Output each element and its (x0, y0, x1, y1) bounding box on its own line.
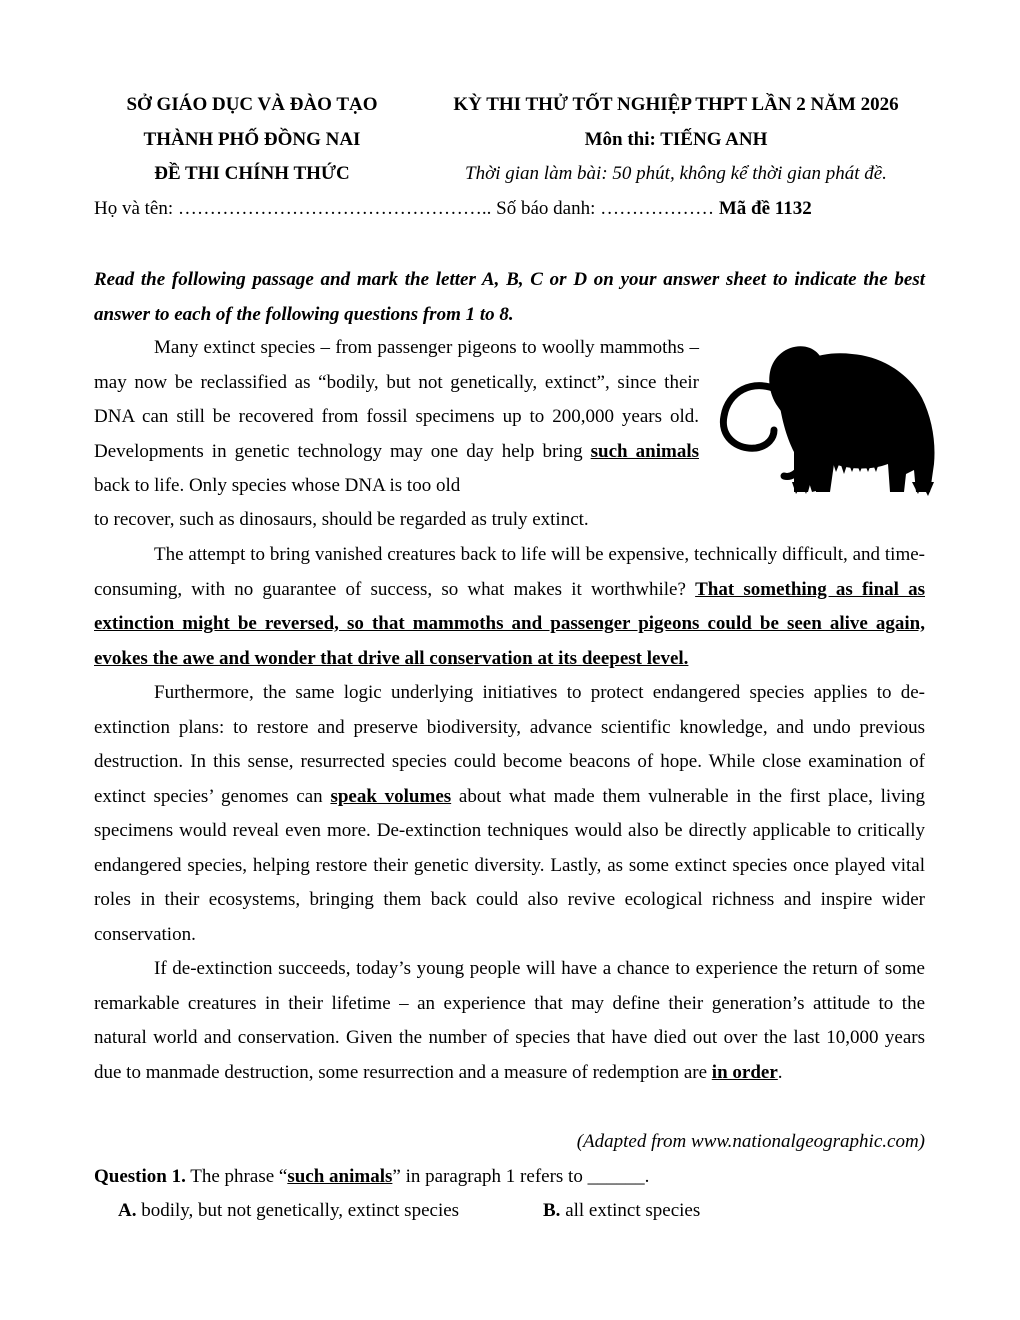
option-b-letter: B. (543, 1200, 561, 1221)
question-1-label: Question 1. (94, 1166, 186, 1187)
paragraph-2-text: The attempt to bring vanished creatures back to life will be expensive, technically difficult, and time-consuming, with no guarantee of success, so what makes it worthwhile? (94, 544, 925, 600)
city-name: THÀNH PHỐ ĐỒNG NAI (143, 129, 361, 150)
reading-instruction: Read the following passage and mark the letter A, B, C or D on your answer sheet to indicate the best answer to each of the following questions from 1 to 8. (94, 269, 925, 325)
option-a-text: bodily, but not genetically, extinct species (136, 1200, 460, 1221)
exam-title: KỲ THI THỬ TỐT NGHIỆP THPT LẦN 2 NĂM 2026 (453, 94, 899, 115)
underlined-phrase-in-order: in order (711, 1061, 778, 1083)
passage-paragraph-3 (94, 676, 925, 952)
official-exam-label: ĐỀ THI CHÍNH THỨC (154, 163, 350, 184)
department-name: SỞ GIÁO DỤC VÀ ĐÀO TẠO (126, 94, 378, 115)
question-1 (94, 1166, 649, 1188)
underlined-phrase-speak-volumes: speak volumes (330, 785, 452, 807)
paragraph-3-text: Furthermore, the same logic underlying initiatives to protect endangered species applies to de-extinction plans: to restore and preserve biodiversity, advance scientific knowledge, and undo previous destruction. In this sense, resurrected species could become beacons of hope. While close examination of extinct species’ genomes can (94, 682, 925, 807)
paragraph-4-end: . (777, 1061, 783, 1083)
question-1-option-b[interactable] (543, 1200, 700, 1222)
question-1-phrase: such animals (287, 1166, 393, 1187)
subject-line: Môn thi: TIẾNG ANH (584, 129, 768, 150)
paragraph-1-text: Many extinct species – from passenger pigeons to woolly mammoths – may now be reclassified as “bodily, but not genetically, extinct”, since their DNA can still be recovered from fossil specimens up to 200,000 years old. Developments in genetic technology may one day help bring (94, 337, 699, 462)
exam-code: Mã đề 1132 (718, 198, 812, 219)
question-1-text: The phrase “ (185, 1166, 288, 1187)
candidate-fields: Họ và tên: ………………………………………….. Số báo danh: ……………… (94, 198, 719, 219)
option-b-text: all extinct species (560, 1200, 701, 1221)
underlined-phrase-such-animals: such animals (590, 440, 699, 462)
candidate-info-line (94, 198, 812, 220)
question-1-option-a[interactable] (118, 1200, 459, 1222)
mammoth-image (712, 332, 942, 502)
paragraph-1-text-cont: back to life. Only species whose DNA is too old (94, 475, 461, 496)
passage-paragraph-4 (94, 952, 925, 1090)
passage-paragraph-1-end: to recover, such as dinosaurs, should be regarded as truly extinct. (94, 509, 589, 530)
passage-paragraph-1 (94, 331, 699, 504)
time-allowed: Thời gian làm bài: 50 phút, không kể thời gian phát đề. (465, 163, 887, 184)
question-1-text-end: ” in paragraph 1 refers to ______. (392, 1166, 650, 1187)
passage-paragraph-2 (94, 538, 925, 676)
paragraph-3-text-cont: about what made them vulnerable in the first place, living specimens would reveal even more. De-extinction techniques would also be directly applicable to critically endangered species, helping restore their genetic diversity. Lastly, as some extinct species once played vital roles in their ecosystems, bringing them back could also revive ecological richness and inspire wider conservation. (94, 785, 925, 945)
underlined-sentence: That something as final as extinction might be reversed, so that mammoths and passenger pigeons could be seen alive again, evokes the awe and wonder that drive all conservation at its deepest level. (94, 578, 925, 669)
paragraph-4-text: If de-extinction succeeds, today’s young people will have a chance to experience the return of some remarkable creatures in their lifetime – an experience that may define their generation’s attitude to the natural world and conservation. Given the number of species that have died out over the last 10,000 years due to manmade destruction, some resurrection and a measure of redemption are (94, 958, 925, 1083)
option-a-letter: A. (118, 1200, 137, 1221)
passage-source: (Adapted from www.nationalgeographic.com) (576, 1131, 925, 1152)
